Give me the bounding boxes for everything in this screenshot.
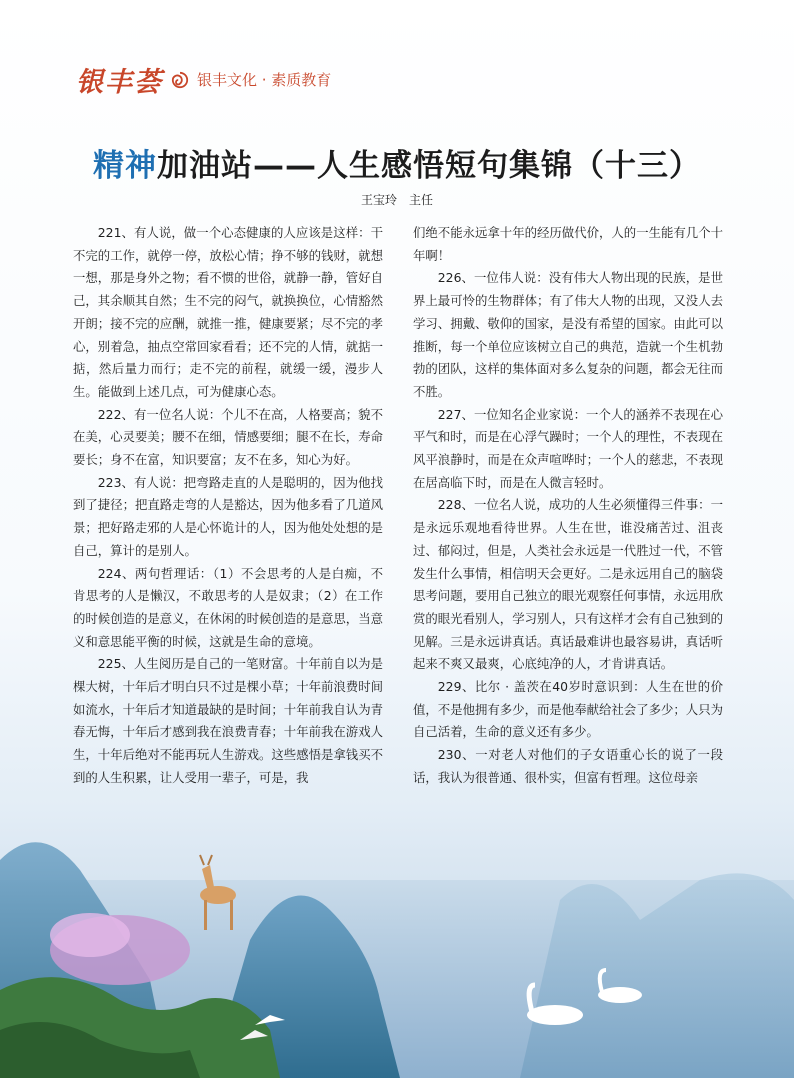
title-accent: 精神 xyxy=(93,148,157,184)
deer xyxy=(200,855,236,930)
swirl-icon xyxy=(171,71,189,89)
paragraph: 226、一位伟人说：没有伟大人物出现的民族，是世界上最可怜的生物群体；有了伟大人物的出现，又没人去学习、拥戴、敬仰的国家，是没有希望的国家。由此可以推断，每一个单位应该树立自己的典范，造就一个生机勃勃的团队，这样的集体面对多么复杂的问题，都会无往而不胜。 xyxy=(413,270,723,399)
mountains xyxy=(520,873,794,1078)
paragraph-continuation: 们绝不能永远拿十年的经历做代价，人的一生能有几个十年啊！ xyxy=(413,225,723,263)
paragraph: 221、有人说，做一个心态健康的人应该是这样：干不完的工作，就停一停，放松心情；挣不够的钱财，就想一想，那是身外之物；看不惯的世俗，就静一静，管好自己，其余顺其自然；生不完的闷气，就换换位，心情豁然开朗；接不完的应酬，就推一推，健康要紧；尽不完的孝心，别着急，抽点空常回家看看；还不完的人情，就掂一掂，然后量力而行；走不完的前程，就缓一缓，漫步人生。能做到上述几点，可为健康心态。 xyxy=(73,225,383,399)
article-author: 王宝玲 主任 xyxy=(360,193,433,207)
brand-subtitle: 银丰文化 · 素质教育 xyxy=(197,71,332,89)
text-column-right xyxy=(413,222,723,790)
paragraph: 223、有人说：把弯路走直的人是聪明的，因为他找到了捷径；把直路走弯的人是豁达，因为他多看了几道风景；把好路走邪的人是心怀诡计的人，因为他处处想的是自己，算计的是别人。 xyxy=(73,474,383,558)
paragraph: 225、人生阅历是自己的一笔财富。十年前自以为是棵大树，十年后才明白只不过是棵小草；十年前浪费时间如流水，十年后才知道最缺的是时间；十年前我自认为青春无悔，十年后才感到我在浪费青春；十年前我在游戏人生，十年后绝对不能再玩人生游戏。这些感悟是拿钱买不到的人生积累，让人受用一辈子，可是，我 xyxy=(73,656,383,785)
rock-peak xyxy=(210,895,400,1078)
paragraph: 229、比尔 · 盖茨在40岁时意识到：人生在世的价值，不是他拥有多少，而是他奉献给社会了多少；人只为自己活着，生命的意义还有多少。 xyxy=(413,679,723,740)
paragraph: 222、有一位名人说：个儿不在高，人格要高；貌不在美，心灵要美；腰不在细，情感要细；腿不在长，寿命要长；身不在富，知识要富；友不在多，知心为好。 xyxy=(73,406,383,468)
title-rest: 加油站——人生感悟短句集锦（十三） xyxy=(157,148,701,184)
cranes xyxy=(240,1015,285,1040)
paragraph: 227、一位知名企业家说：一个人的涵养不表现在心平气和时，而是在心浮气躁时；一个人的理性，不表现在风平浪静时，而是在众声喧哗时；一个人的慈悲，不表现在居高临下时，而是在人微言轻时。 xyxy=(413,406,723,490)
paragraph: 224、两句哲理话：（1）不会思考的人是白痴，不肯思考的人是懒汉，不敢思考的人是奴隶；（2）在工作的时候创造的是意义，在休闲的时候创造的是意思，当意义和意思能平衡的时候，这就是生命的意境。 xyxy=(73,565,383,649)
article-title xyxy=(0,140,794,185)
text-column-left xyxy=(73,222,383,790)
brand-header xyxy=(76,60,331,99)
swans xyxy=(527,970,642,1025)
paragraph: 230、一对老人对他们的子女语重心长的说了一段话，我认为很普通、很朴实，但富有哲理。这位母亲 xyxy=(413,747,723,785)
green-foliage xyxy=(0,977,280,1078)
paragraph: 228、一位名人说，成功的人生必须懂得三件事：一是永远乐观地看待世界。人生在世，谁没痛苦过、沮丧过、郁闷过，但是，人类社会永远是一代胜过一代，不管发生什么事情，相信明天会更好。二是永远用自己的脑袋思考问题，要用自己独立的眼光观察任何事情，永远用欣赏的眼光看别人，学习别人，只有这样才会有自己独到的见解。三是永远讲真话。真话最难讲也最容易讲，真话听起来不爽又最爽，心底纯净的人，才肯讲真话。 xyxy=(413,497,723,672)
lake xyxy=(0,880,794,1078)
pink-blossom-tree xyxy=(50,915,190,985)
brand-logo: 银丰荟 xyxy=(76,67,163,98)
